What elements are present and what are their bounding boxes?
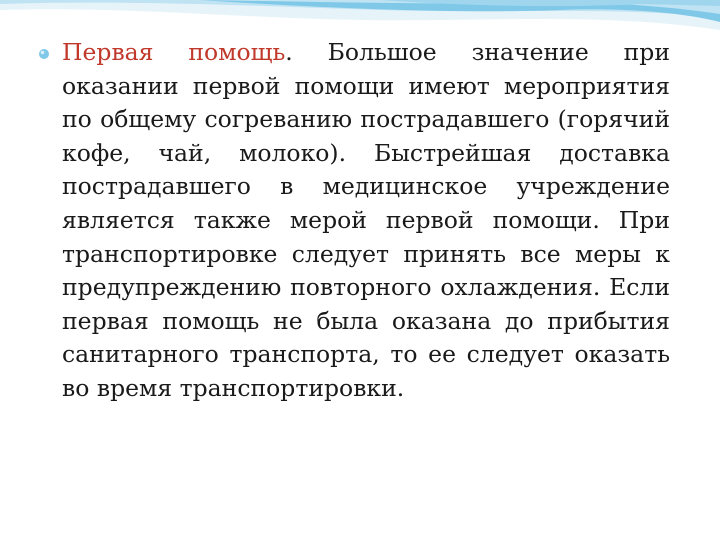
heading-punctuation: . <box>285 38 293 66</box>
paragraph-heading: Первая помощь <box>62 38 286 66</box>
body-paragraph <box>62 36 670 406</box>
bullet-dot-icon <box>38 48 50 60</box>
bullet <box>38 47 50 59</box>
paragraph-body: Большое значение при оказании первой помощи имеют мероприятия по общему согреванию пострадавшего (горячий кофе, чай, молоко). Быстрейшая доставка пострадавшего в медицинское учреждение является также мерой первой помощи. При транспортировке следует принять все меры к предупреждению повторного охлаждения. Если первая помощь не была оказана до прибытия санитарного транспорта, то ее следует оказать во время транспортировки. <box>62 38 670 402</box>
